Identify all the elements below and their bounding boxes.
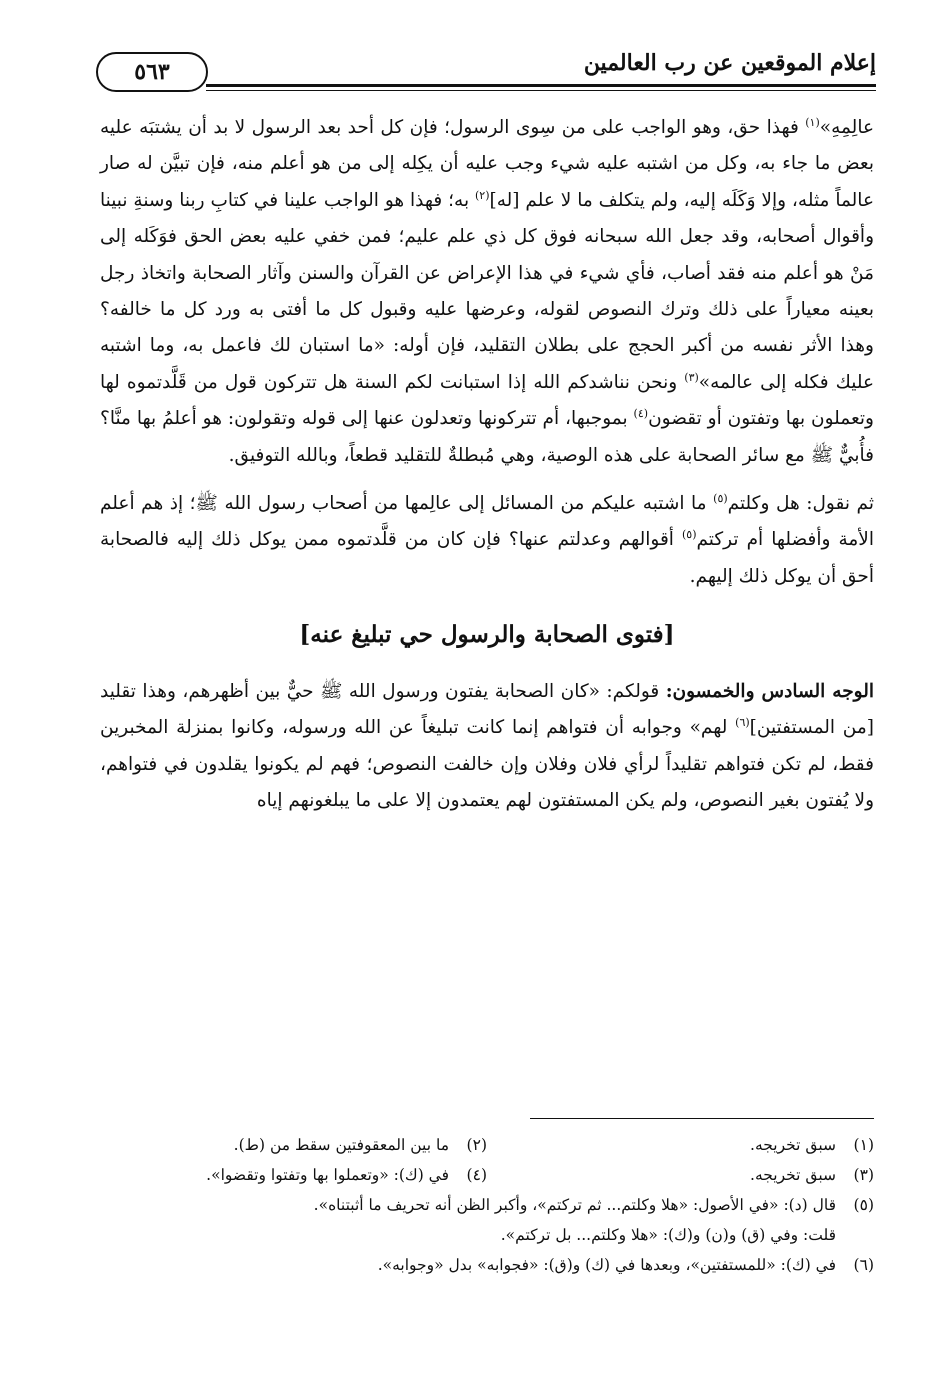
text-run: عالِمِهِ» bbox=[819, 117, 874, 138]
text-run: ثم نقول: هل وكلتم bbox=[727, 493, 874, 515]
footnote-text: ما بين المعقوفتين سقط من (ط). bbox=[233, 1136, 449, 1154]
paragraph-gap bbox=[100, 474, 874, 486]
footnote-text: في (ك): «للمستفتين»، وبعدها في (ك) و(ق): «فجوابه» بدل «وجوابه». bbox=[377, 1256, 836, 1274]
footnote-row bbox=[100, 1130, 874, 1160]
text-run: ونحن نناشدكم الله إذا استبانت لكم السنة هل تتركون قول من قَلَّدتموه لها وتعملون بها وتفتون أو تقضون bbox=[100, 371, 874, 430]
footnote-3 bbox=[487, 1160, 874, 1190]
footnote-text: في (ك): «وتعملوا بها وتفتوا وتقضوا». bbox=[206, 1166, 449, 1184]
footnote-number: (٣) bbox=[853, 1166, 874, 1184]
footnote-ref: (٥) bbox=[713, 491, 728, 505]
footnote-number: (٥) bbox=[853, 1196, 874, 1214]
footnotes bbox=[100, 1130, 874, 1280]
footnote-number: (٤) bbox=[466, 1166, 487, 1184]
header-rule bbox=[206, 84, 876, 87]
page-header bbox=[96, 40, 876, 96]
page-number-badge: ٥٦٣ bbox=[96, 52, 208, 92]
footnote-ref: (٦) bbox=[735, 715, 750, 729]
footnote-number: (٦) bbox=[853, 1256, 874, 1274]
footnote-5-continuation: قلت: وفي (ق) و(ن) و(ك): «هلا وكلتم... بل تركتم». bbox=[500, 1226, 836, 1244]
text-run: ما اشتبه عليكم من المسائل إلى عالِمها من أصحاب رسول الله ﷺ؛ إذ هم أعلم الأمة وأفضلها أم تركتم bbox=[100, 493, 874, 551]
footnote-ref: (٢) bbox=[475, 188, 490, 202]
footnote-2 bbox=[100, 1130, 487, 1160]
main-text bbox=[100, 110, 874, 819]
text-run: فهذا حق، وهو الواجب على من سِوى الرسول؛ فإن كل أحد بعد الرسول لا بد أن يشتبَه عليه بعض ما جاء به، وكل من اشتبه عليه شيء وجب عليه أن يكِله إلى من هو أعلم منه، فإن تبيَّن له صار عالماً مثله، وإلا وَكَلَه إليه، ولم يتكلف ما لا علم [له] bbox=[100, 117, 874, 211]
footnote-number: (٢) bbox=[466, 1136, 487, 1154]
footnote-ref: (٣) bbox=[684, 370, 699, 384]
footnote-ref: (٤) bbox=[633, 407, 649, 421]
footnote-4 bbox=[100, 1160, 487, 1190]
text-run: بموجبها، أم تتركونها وتعدلون عنها إلى قوله وتقولون: هو أعلمُ بها منَّا؟ فأُبيٌّ ﷺ مع سائر الصحابة على هذه الوصية، وهي مُبطلةٌ للتقليد قطعاً، وبالله التوفيق. bbox=[100, 408, 874, 466]
paragraph-3 bbox=[100, 674, 874, 820]
text-run: لهم» وجوابه أن فتواهم إنما كانت تبليغاً عن الله ورسوله، وكانوا بمنزلة المخبرين فقط، لم تكن فتواهم تقليداً لرأي فلان وفلان وإن خالفت النصوص؛ فهم لم يكونوا يقلدون في فتواهم، ولا يُفتون بغير النصوص، ولم يكن المستفتون لهم يعتمدون إلا على ما يبلغونهم إياه bbox=[100, 717, 874, 811]
footnote-6 bbox=[100, 1250, 874, 1280]
footnote-number: (١) bbox=[853, 1136, 874, 1154]
lead-phrase: الوجه السادس والخمسون: bbox=[665, 680, 874, 702]
footnote-text: قال (د): «في الأصول: «هلا وكلتم... ثم تركتم»، وأكبر الظن أنه تحريف ما أثبتناه». bbox=[313, 1196, 836, 1214]
text-run: قولكم: «كان الصحابة يفتون ورسول الله ﷺ حيٌّ بين أظهرهم، وهذا تقليد [من المستفتين] bbox=[100, 680, 874, 739]
footnote-separator bbox=[530, 1118, 874, 1119]
footnote-text: سبق تخريجه. bbox=[750, 1166, 836, 1184]
footnote-row bbox=[100, 1160, 874, 1190]
book-title: إعلام الموقعين عن رب العالمين bbox=[583, 50, 876, 76]
footnote-ref: (٥) bbox=[681, 528, 697, 542]
text-run: أقوالهم وعدلتم عنها؟ فإن كان من قلَّدتموه ممن يوكل ذلك إليه فالصحابة أحق أن يوكل ذلك إليهم. bbox=[100, 529, 874, 587]
paragraph-2 bbox=[100, 486, 874, 595]
header-rule-thin bbox=[206, 90, 876, 91]
text-run: به؛ فهذا هو الواجب علينا في كتابِ ربنا وسنةِ نبينا وأقوال أصحابه، وقد جعل الله سبحانه فوق كل ذي علم عليم؛ فمن خفي عليه بعض الحق فوَكَله إلى مَنْ هو أعلم منه فقد أصاب، فأي شيء في هذا الإعراض عن القرآن والسنن وآثار الصحابة واتخاذ رجل بعينه معياراً على ذلك وترك النصوص لقوله، وعرضها عليه وقبول كل ما أفتى به ورد كل ما خالفه؟ وهذا الأثر نفسه من أكبر الحجج على بطلان التقليد، فإن أوله: «ما استبان لك فاعمل به، وما اشتبه عليك فكله إلى عالمه» bbox=[100, 189, 874, 393]
paragraph-1 bbox=[100, 110, 874, 474]
footnote-1 bbox=[487, 1130, 874, 1160]
section-heading: [فتوى الصحابة والرسول حي تبليغ عنه] bbox=[299, 621, 675, 649]
footnote-ref: (١) bbox=[805, 115, 820, 129]
footnote-5 bbox=[100, 1190, 874, 1220]
footnote-text: سبق تخريجه. bbox=[750, 1136, 836, 1154]
